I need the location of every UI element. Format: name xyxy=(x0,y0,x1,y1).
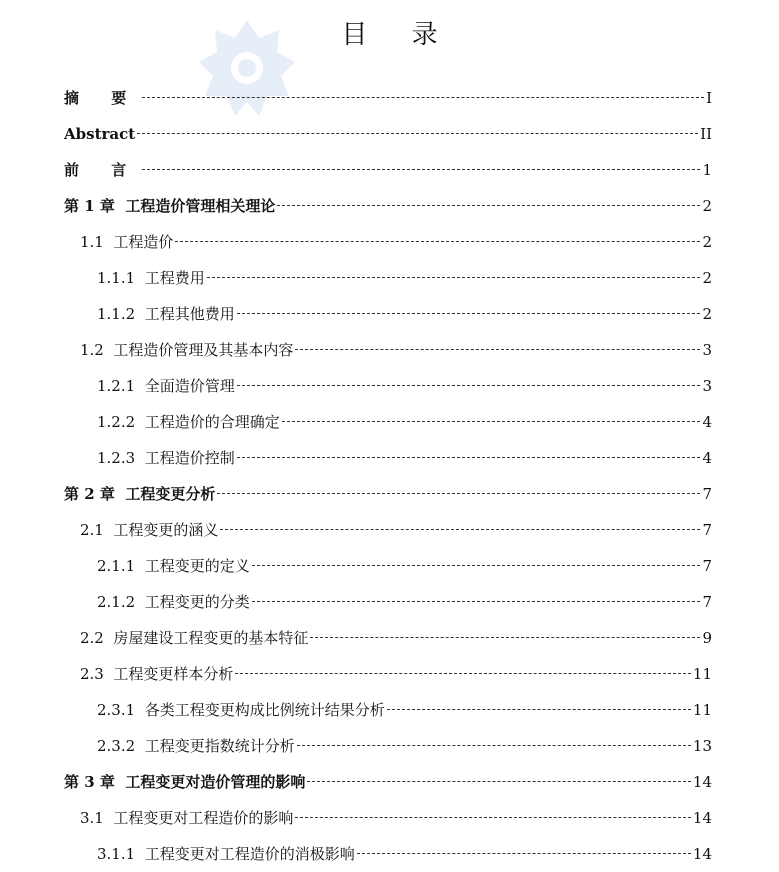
toc-entry-page-number: 4 xyxy=(702,449,712,467)
toc-entry-number: 3.1.1 xyxy=(97,845,145,863)
toc-leader-dots xyxy=(237,457,701,458)
toc-entry-title: 工程变更的涵义 xyxy=(113,521,219,539)
toc-entry-title: 工程造价控制 xyxy=(144,449,235,467)
toc-entry-title: 工程变更样本分析 xyxy=(113,665,234,683)
toc-entry-number: 2.3.2 xyxy=(97,737,145,755)
page-title: 目 录 xyxy=(341,20,456,50)
toc-entry[interactable] xyxy=(0,152,779,188)
toc-leader-dots xyxy=(295,349,700,350)
toc-entry-title: 工程费用 xyxy=(144,269,205,287)
toc-entry[interactable] xyxy=(0,584,779,620)
toc-entry-title: 工程其他费用 xyxy=(144,305,235,323)
toc-leader-dots xyxy=(282,421,701,422)
toc-entry[interactable] xyxy=(0,80,779,116)
toc-entry[interactable] xyxy=(0,476,779,512)
toc-entry[interactable] xyxy=(0,332,779,368)
toc-entry-page-number: I xyxy=(706,89,712,107)
toc-entry[interactable] xyxy=(0,620,779,656)
toc-entry-page-number: 2 xyxy=(702,269,712,287)
toc-leader-dots xyxy=(307,781,691,782)
toc-leader-dots xyxy=(295,817,690,818)
toc-entry[interactable] xyxy=(0,404,779,440)
toc-entry-page-number: 9 xyxy=(702,629,712,647)
toc-entry-page-number: 11 xyxy=(692,665,712,683)
toc-entry-page-number: 3 xyxy=(702,377,712,395)
toc-entry-number: 1.2.1 xyxy=(97,377,145,395)
toc-entry[interactable] xyxy=(0,116,779,152)
toc-entry-title: 工程造价的合理确定 xyxy=(144,413,280,431)
toc-entry-number: 2.1 xyxy=(80,521,114,539)
toc-entry[interactable] xyxy=(0,224,779,260)
toc-entry-page-number: 2 xyxy=(702,197,712,215)
toc-leader-dots xyxy=(310,637,700,638)
toc-entry-title: 工程变更对工程造价的影响 xyxy=(113,809,294,827)
table-of-contents xyxy=(0,80,779,872)
toc-leader-dots xyxy=(387,709,691,710)
toc-entry-page-number: 14 xyxy=(692,845,712,863)
toc-entry-number: 3.1 xyxy=(80,809,114,827)
toc-leader-dots xyxy=(252,601,701,602)
toc-entry-title: 摘 要 xyxy=(64,89,140,107)
toc-entry-page-number: 1 xyxy=(702,161,712,179)
toc-entry[interactable] xyxy=(0,512,779,548)
toc-entry[interactable] xyxy=(0,656,779,692)
toc-entry-page-number: 3 xyxy=(702,341,712,359)
toc-entry-number: 1.2.3 xyxy=(97,449,145,467)
toc-entry-title: Abstract xyxy=(64,125,136,143)
toc-entry-title: 工程变更分析 xyxy=(125,485,216,503)
toc-entry-page-number: 7 xyxy=(702,557,712,575)
toc-leader-dots xyxy=(142,97,704,98)
toc-leader-dots xyxy=(297,745,691,746)
toc-entry-number: 2.1.2 xyxy=(97,593,145,611)
toc-entry[interactable] xyxy=(0,368,779,404)
toc-leader-dots xyxy=(252,565,701,566)
toc-entry[interactable] xyxy=(0,692,779,728)
toc-entry-number: 第 3 章 xyxy=(64,773,126,791)
toc-entry[interactable] xyxy=(0,548,779,584)
toc-entry[interactable] xyxy=(0,296,779,332)
toc-entry[interactable] xyxy=(0,440,779,476)
toc-entry-number: 1.2.2 xyxy=(97,413,145,431)
toc-entry-page-number: 14 xyxy=(692,809,712,827)
toc-entry-title: 工程变更对造价管理的影响 xyxy=(125,773,306,791)
toc-leader-dots xyxy=(137,133,698,134)
toc-entry-number: 1.1 xyxy=(80,233,114,251)
toc-entry[interactable] xyxy=(0,260,779,296)
toc-entry[interactable] xyxy=(0,188,779,224)
toc-entry-page-number: 7 xyxy=(702,521,712,539)
toc-entry-number: 2.1.1 xyxy=(97,557,145,575)
toc-leader-dots xyxy=(237,385,701,386)
toc-entry-number: 第 1 章 xyxy=(64,197,126,215)
toc-leader-dots xyxy=(357,853,691,854)
toc-entry-title: 各类工程变更构成比例统计结果分析 xyxy=(144,701,385,719)
toc-entry-number: 1.1.1 xyxy=(97,269,145,287)
toc-entry-title: 工程变更的定义 xyxy=(144,557,250,575)
toc-leader-dots xyxy=(175,241,700,242)
toc-entry-page-number: 2 xyxy=(702,305,712,323)
toc-entry-page-number: 2 xyxy=(702,233,712,251)
toc-entry-number: 2.2 xyxy=(80,629,114,647)
toc-entry-number: 1.1.2 xyxy=(97,305,145,323)
toc-leader-dots xyxy=(207,277,701,278)
toc-leader-dots xyxy=(142,169,701,170)
toc-leader-dots xyxy=(217,493,700,494)
toc-entry-page-number: 7 xyxy=(702,593,712,611)
toc-entry-title: 全面造价管理 xyxy=(144,377,235,395)
toc-entry-page-number: 4 xyxy=(702,413,712,431)
toc-entry-page-number: 11 xyxy=(692,701,712,719)
toc-entry-page-number: II xyxy=(700,125,712,143)
toc-entry-title: 前 言 xyxy=(64,161,140,179)
toc-entry-title: 工程造价管理相关理论 xyxy=(125,197,276,215)
toc-entry-page-number: 7 xyxy=(702,485,712,503)
toc-entry-number: 1.2 xyxy=(80,341,114,359)
toc-entry-title: 工程变更对工程造价的消极影响 xyxy=(144,845,355,863)
toc-entry-title: 工程变更指数统计分析 xyxy=(144,737,295,755)
toc-entry[interactable] xyxy=(0,800,779,836)
toc-entry-title: 工程造价管理及其基本内容 xyxy=(113,341,294,359)
toc-entry-title: 工程变更的分类 xyxy=(144,593,250,611)
toc-entry[interactable] xyxy=(0,764,779,800)
toc-entry[interactable] xyxy=(0,728,779,764)
toc-entry-title: 工程造价 xyxy=(113,233,174,251)
toc-leader-dots xyxy=(235,673,690,674)
toc-leader-dots xyxy=(220,529,700,530)
toc-entry-number: 2.3 xyxy=(80,665,114,683)
toc-leader-dots xyxy=(277,205,700,206)
toc-entry-page-number: 13 xyxy=(692,737,712,755)
toc-leader-dots xyxy=(237,313,701,314)
toc-entry-number: 2.3.1 xyxy=(97,701,145,719)
toc-entry-title: 房屋建设工程变更的基本特征 xyxy=(113,629,309,647)
toc-entry-page-number: 14 xyxy=(692,773,712,791)
toc-entry-number: 第 2 章 xyxy=(64,485,126,503)
